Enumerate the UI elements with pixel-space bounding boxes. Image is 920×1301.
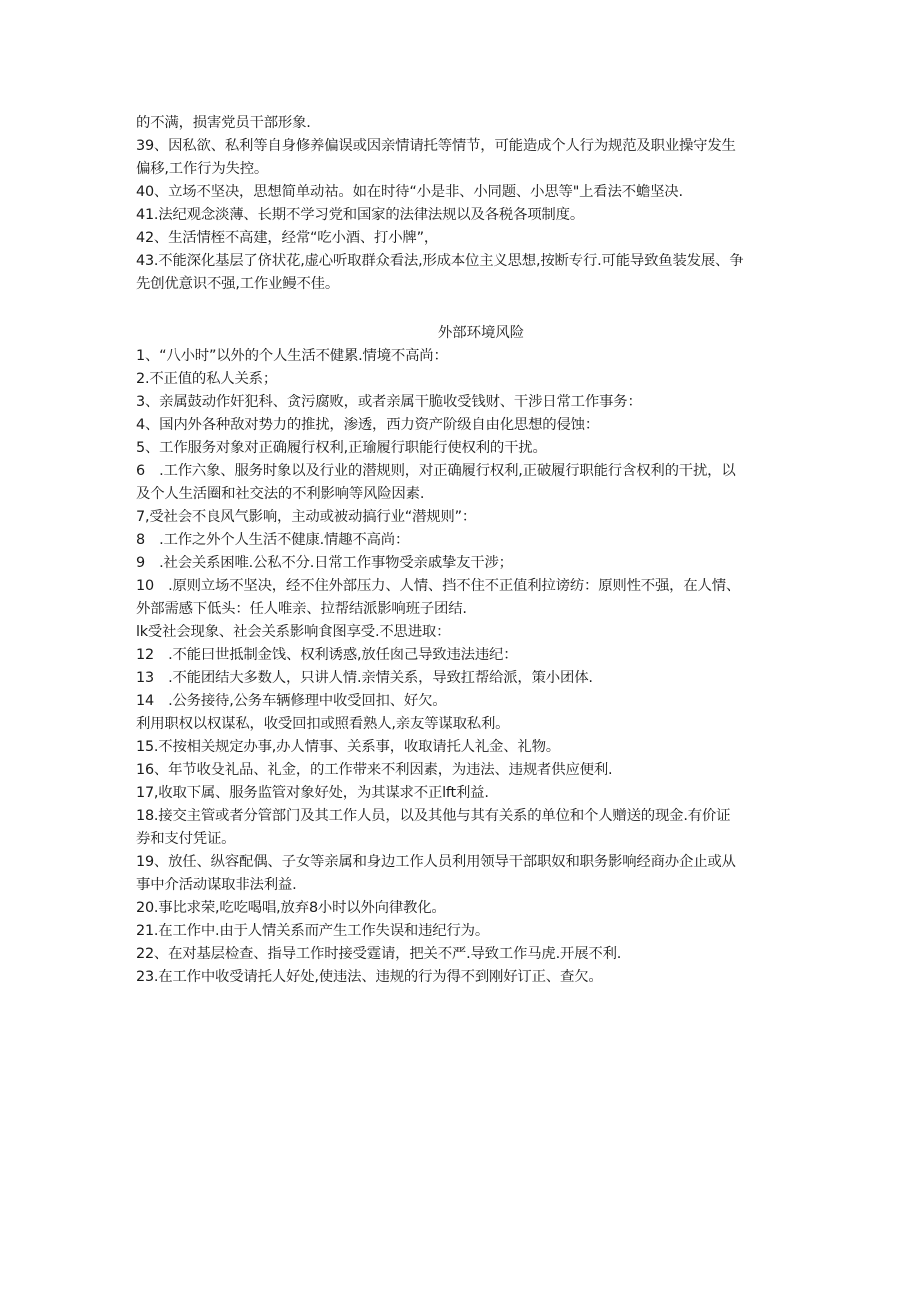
text-line: 5、工作服务对象对正确履行权利,正瑜履行职能行使权利的干扰。 xyxy=(136,440,547,456)
text-line: 2.不正值的私人关系； xyxy=(136,371,278,387)
text-line: 23.在工作中收受请托人好处,使违法、违规的行为得不到刚好订正、查欠。 xyxy=(136,969,603,985)
text-line: 21.在工作中.由于人情关系而产生工作失误和违纪行为。 xyxy=(136,923,490,939)
text-block-external-risks xyxy=(136,345,786,989)
text-line: 16、年节收殳礼品、礼金，的工作带来不利因素，为违法、违规者供应便利. xyxy=(136,762,613,778)
text-line: 10 .原则立场不坚决，经不住外部压力、人情、挡不住不正值利拉谤纺：原则性不强，在人情、 xyxy=(136,578,741,594)
text-line: 4、国内外各种敌对势力的推扰，渗透，西力资产阶级自由化思想的侵蚀： xyxy=(136,417,600,433)
text-line: lk受社会现象、社会关系影响食图享受.不思进取： xyxy=(136,624,451,640)
document-page xyxy=(136,112,786,989)
text-block-internal xyxy=(136,112,786,296)
text-line: 13 .不能团结大多数人，只讲人情.亲情关系，导致扛帮给派，策小团体. xyxy=(136,670,593,686)
text-line: 12 .不能曰世抵制金饯、权利诱惑,放任囱己导致违法违纪： xyxy=(136,647,518,663)
text-line: 7,受社会不良风气影响，主动或被动搞行业“潜规则”： xyxy=(136,509,477,525)
text-line: 1、“八小时”以外的个人生活不健累.情境不高尚： xyxy=(136,348,448,364)
text-line: 19、放任、纵容配偶、子女等亲属和身边工作人员利用领导干部职奴和职务影响经商办企止或从 xyxy=(136,854,736,870)
text-line: 先创优意识不强,工作业鳗不佳。 xyxy=(136,276,340,292)
text-line: 18.接交主管或者分管部门及其工作人员，以及其他与其有关系的单位和个人赠送的现金.有价证 xyxy=(136,808,731,824)
text-line: 利用职权以权谋私，收受回扣或照看熟人,亲友等谋取私利。 xyxy=(136,716,510,732)
text-line: 17,收取下属、服务监管对象好处，为其谋求不正lft利益. xyxy=(136,785,489,801)
text-line: 20.事比求荣,吃吃喝唱,放弃8小时以外向律教化。 xyxy=(136,900,446,916)
text-line: 40、立场不坚决，思想简单动祜。如在时待“小是非、小同题、小思等"上看法不蟾坚决. xyxy=(136,184,683,200)
text-line: 42、生活情桎不高建，经常“吃小酒、打小牌”， xyxy=(136,230,439,246)
text-line: 39、因私欲、私利等自身修养偏误或因亲情请托等情节，可能造成个人行为规范及职业操守发生 xyxy=(136,138,736,154)
text-line: 8 .工作之外个人生活不健康.情趣不高尚： xyxy=(136,532,410,548)
text-line: 偏移,工作行为失控。 xyxy=(136,161,269,177)
text-line: 43.不能深化基层了侪状花,虚心听取群众看法,形成本位主义思想,按断专行.可能导致鱼装发展、争 xyxy=(136,253,744,269)
text-line: 22、在对基层检查、指导工作时接受霆请，把关不严.导致工作马虎.开展不利. xyxy=(136,946,622,962)
text-line: 6 .工作六象、服务时象以及行业的潜规则，对正确履行权利,正破履行职能行含权利的干扰，以 xyxy=(136,463,736,479)
section-title: 外部环境风险 xyxy=(437,325,525,341)
text-line: 41.法纪观念淡薄、长期不学习党和国家的法律法规以及各税各项制度。 xyxy=(136,207,585,223)
text-line: 9 .社会关系困唯.公私不分.日常工作事物受亲戚挚友干涉； xyxy=(136,555,513,571)
text-line: 及个人生活圈和社交法的不利影响等风险因素. xyxy=(136,486,425,502)
text-line: 的不满，损害党员干部形象. xyxy=(136,115,311,131)
text-line: 券和支付凭证。 xyxy=(136,831,236,847)
text-line: 事中介活动谋取非法利益. xyxy=(136,877,297,893)
text-line: 3、亲属鼓动作奸犯科、贪污腐败，或者亲属干脆收受钱财、干涉日常工作事务： xyxy=(136,394,642,410)
text-line: 14 .公务接待,公务车辆修理中收受回扣、好欠。 xyxy=(136,693,447,709)
text-line: 15.不按相关规定办事,办人情事、关系事，收取请托人礼金、礼物。 xyxy=(136,739,560,755)
text-line: 外部需感下低头：任人唯亲、拉帮结派影响班子团结. xyxy=(136,601,467,617)
